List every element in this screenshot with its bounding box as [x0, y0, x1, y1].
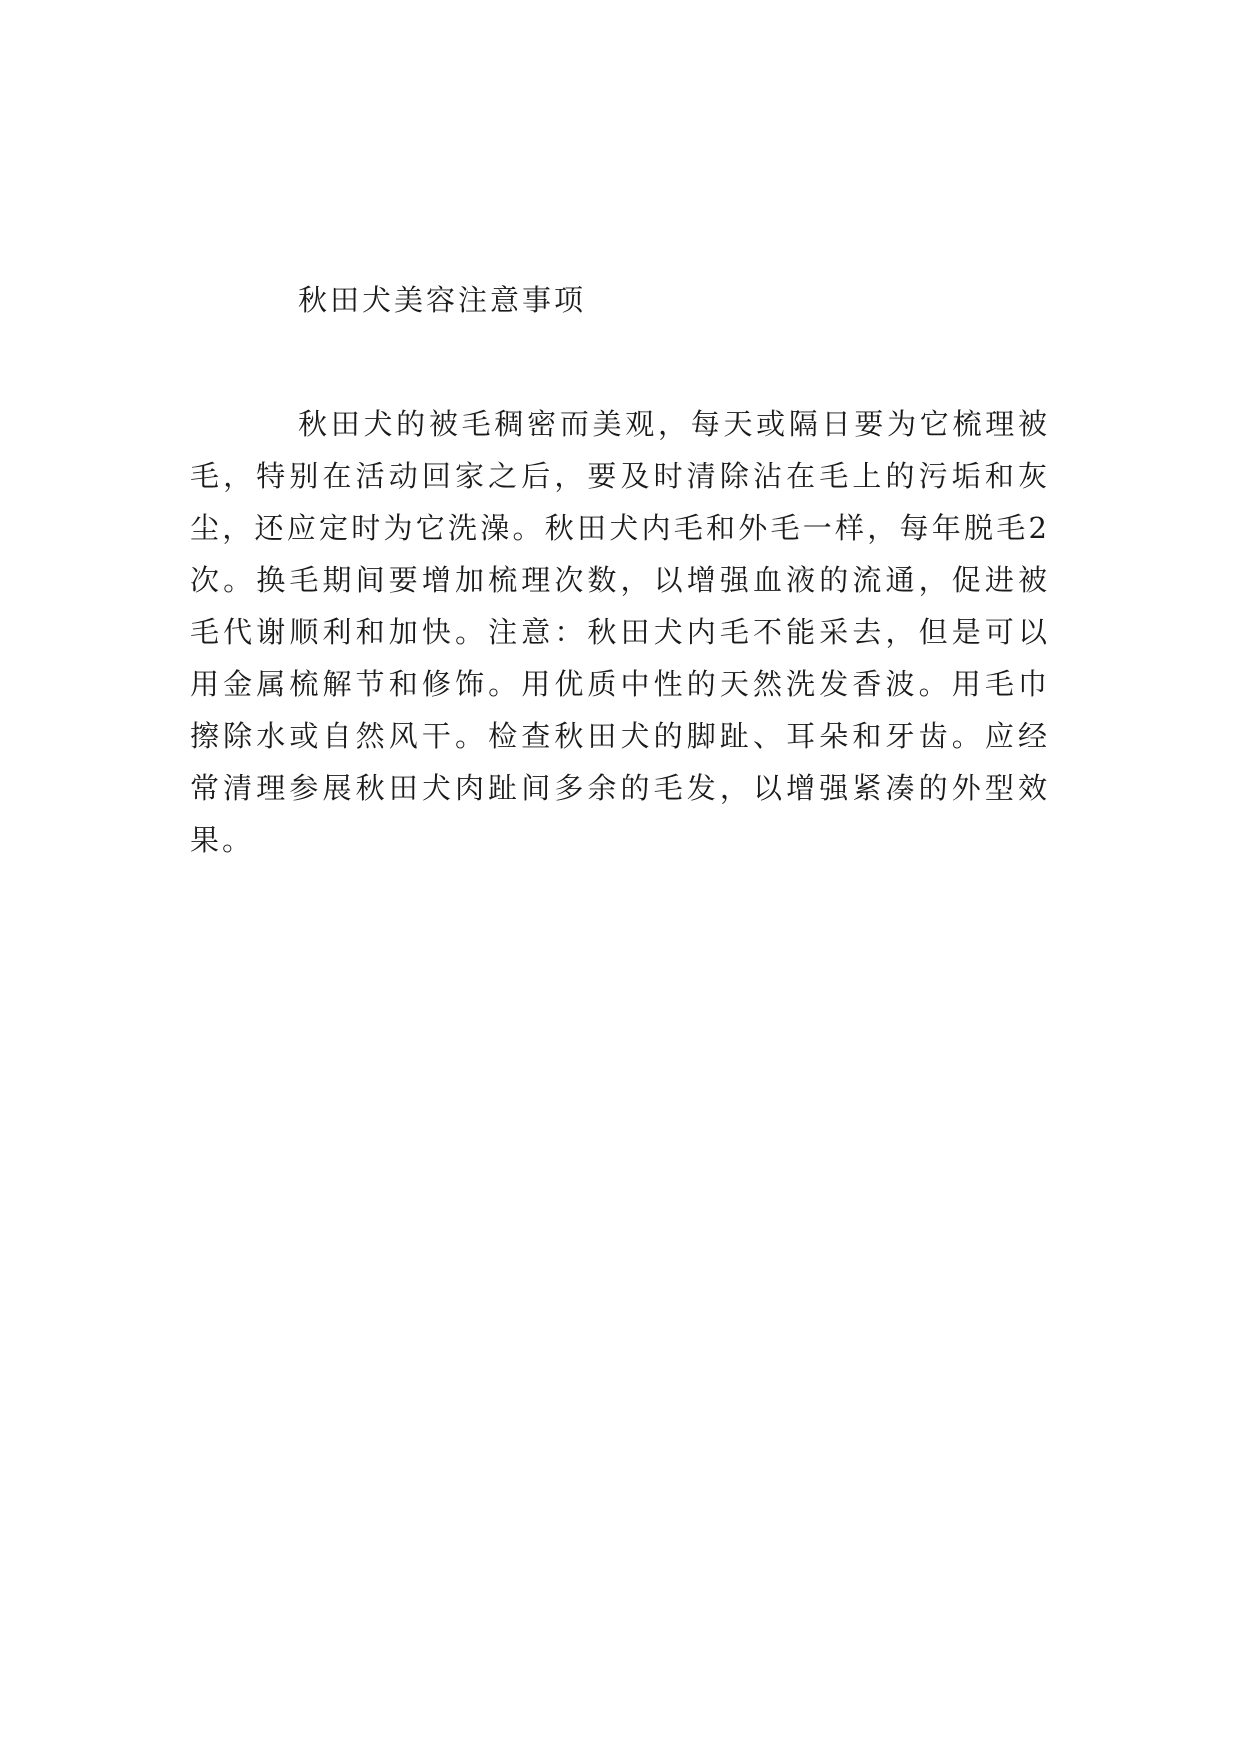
- document-body-paragraph: 秋田犬的被毛稠密而美观，每天或隔日要为它梳理被毛，特别在活动回家之后，要及时清除沾在毛上的污垢和灰尘，还应定时为它洗澡。秋田犬内毛和外毛一样，每年脱毛2次。换毛期间要增加梳理次数，以增强血液的流通，促进被毛代谢顺利和加快。注意：秋田犬内毛不能采去，但是可以用金属梳解节和修饰。用优质中性的天然洗发香波。用毛巾擦除水或自然风干。检查秋田犬的脚趾、耳朵和牙齿。应经常清理参展秋田犬肉趾间多余的毛发，以增强紧凑的外型效果。: [190, 407, 1050, 857]
- document-title: 秋田犬美容注意事项: [298, 283, 587, 317]
